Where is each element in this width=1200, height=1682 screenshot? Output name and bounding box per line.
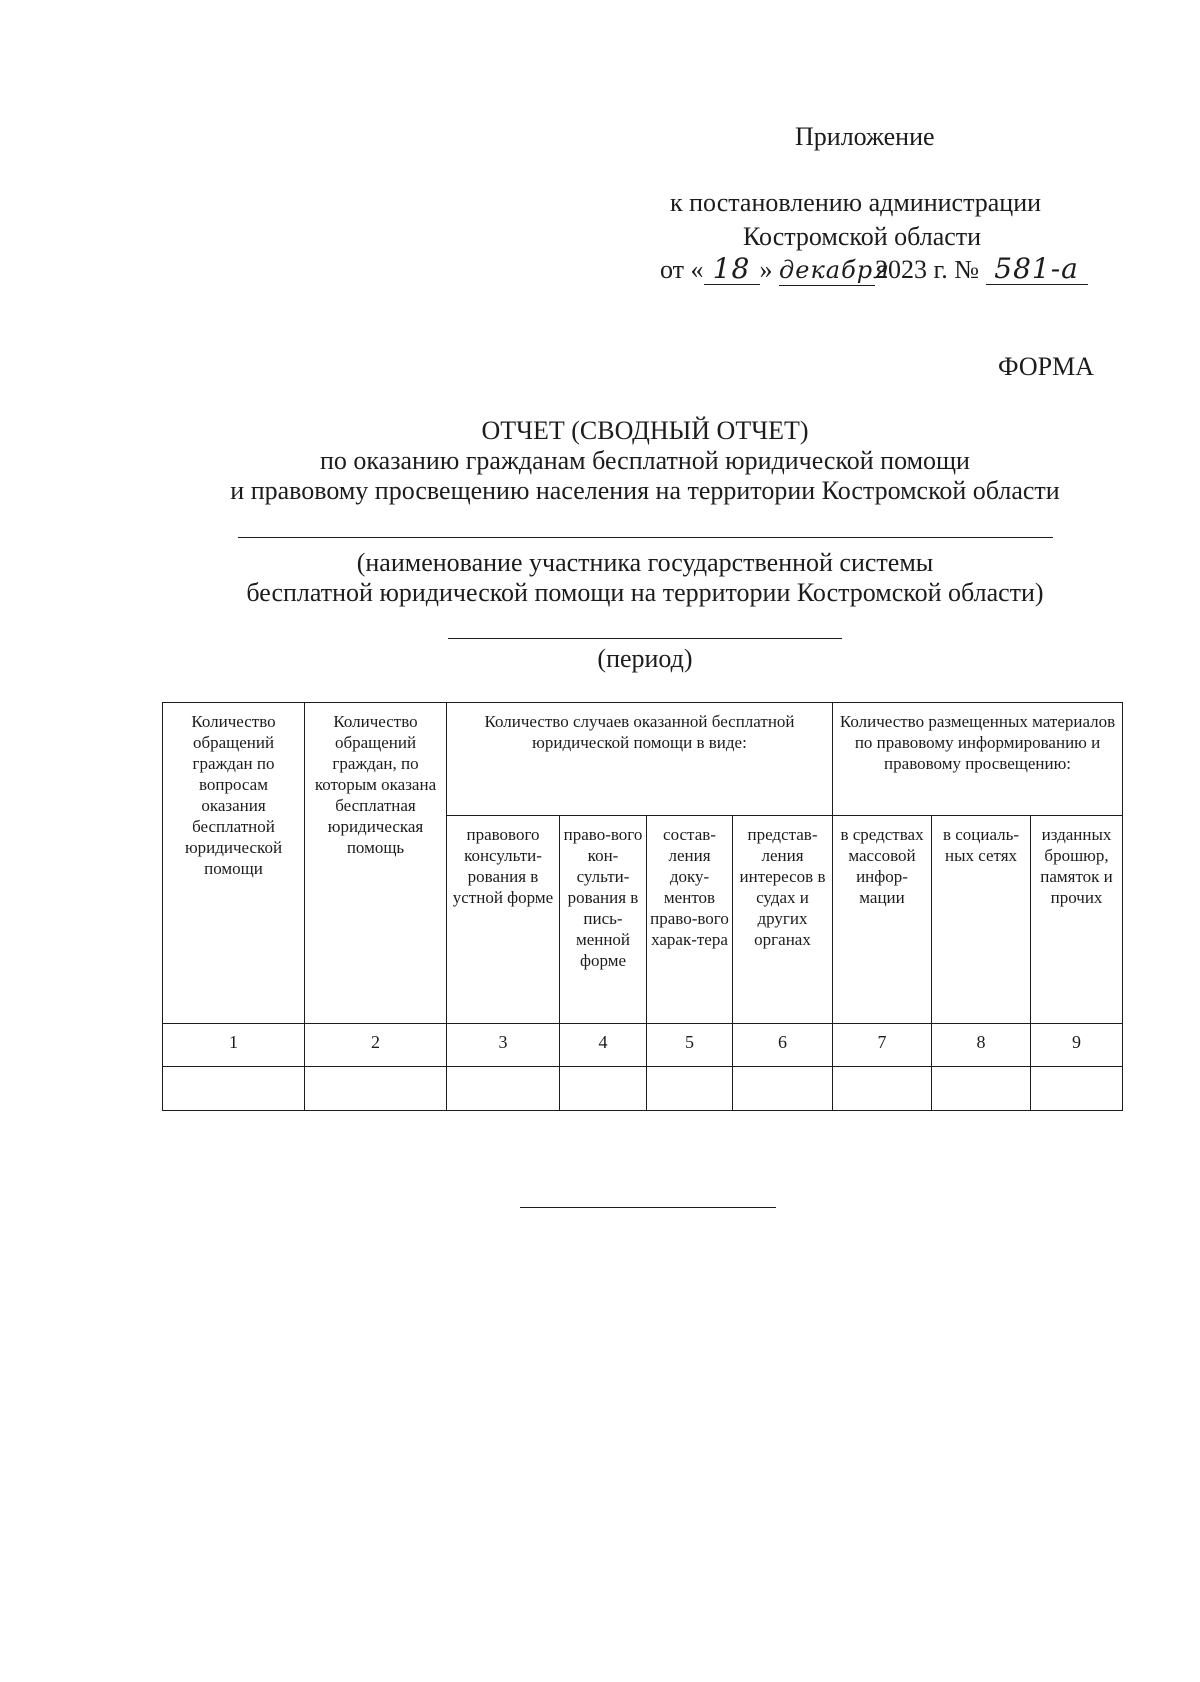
data-cell[interactable]: [305, 1067, 447, 1111]
column-number: 5: [647, 1024, 733, 1067]
approval-line-1: к постановлению администрации: [670, 188, 1042, 217]
column-number: 2: [305, 1024, 447, 1067]
date-month: декабря: [779, 256, 890, 284]
approval-date-line: [660, 254, 1088, 286]
header-col-6: представ-ления интересов в судах и других органах: [733, 816, 833, 1024]
header-col-9: изданных брошюр, памяток и прочих: [1031, 816, 1123, 1024]
approval-line-2: Костромской области: [743, 222, 982, 251]
data-row: [163, 1067, 1123, 1111]
data-cell[interactable]: [647, 1067, 733, 1111]
data-cell[interactable]: [833, 1067, 932, 1111]
column-number: 4: [560, 1024, 647, 1067]
header-col-1: Количество обращений граждан по вопросам оказания бесплатной юридической помощи: [163, 703, 305, 1024]
report-title: [130, 416, 1160, 506]
header-col-5: состав-ления доку-ментов право-вого харак-тера: [647, 816, 733, 1024]
period-caption: (период): [597, 644, 693, 673]
column-number: 3: [447, 1024, 560, 1067]
header-col-2: Количество обращений граждан, по которым оказана бесплатная юридическая помощь: [305, 703, 447, 1024]
header-col-7: в средствах массовой инфор-мации: [833, 816, 932, 1024]
form-label: ФОРМА: [998, 352, 1094, 381]
participant-caption: [130, 548, 1160, 608]
data-cell[interactable]: [447, 1067, 560, 1111]
column-number: 6: [733, 1024, 833, 1067]
report-title-line-1: ОТЧЕТ (СВОДНЫЙ ОТЧЕТ): [481, 416, 809, 445]
report-title-line-2: по оказанию гражданам бесплатной юридической помощи: [320, 446, 970, 475]
participant-caption-line-1: (наименование участника государственной системы: [356, 548, 934, 577]
header-col-8: в социаль-ных сетях: [932, 816, 1031, 1024]
period-line: [448, 638, 842, 639]
approval-title: Приложение: [795, 122, 935, 151]
column-number: 8: [932, 1024, 1031, 1067]
header-group-legal-aid: Количество случаев оказанной бесплатной юридической помощи в виде:: [447, 703, 833, 816]
column-number: 1: [163, 1024, 305, 1067]
closing-line: [520, 1207, 776, 1208]
report-table: [162, 702, 1123, 1111]
header-group-materials: Количество размещенных материалов по правовому информированию и правовому просвещению:: [833, 703, 1123, 816]
date-year: 2023 г. №: [875, 255, 980, 284]
header-col-4: право-вого кон-сульти-рования в пись-менной форме: [560, 816, 647, 1024]
date-prefix: от «: [660, 255, 704, 284]
date-day: 18: [704, 254, 760, 285]
date-mid: »: [759, 255, 773, 284]
participant-caption-line-2: бесплатной юридической помощи на территории Костромской области): [246, 578, 1044, 607]
header-col-3: правового консульти-рования в устной форме: [447, 816, 560, 1024]
report-title-line-3: и правовому просвещению населения на территории Костромской области: [230, 476, 1060, 505]
data-cell[interactable]: [163, 1067, 305, 1111]
participant-name-line: [238, 537, 1053, 538]
column-number-row: [163, 1024, 1123, 1067]
data-cell[interactable]: [932, 1067, 1031, 1111]
column-number: 7: [833, 1024, 932, 1067]
column-number: 9: [1031, 1024, 1123, 1067]
document-number: 581-а: [986, 254, 1088, 285]
data-cell[interactable]: [1031, 1067, 1123, 1111]
data-cell[interactable]: [560, 1067, 647, 1111]
data-cell[interactable]: [733, 1067, 833, 1111]
